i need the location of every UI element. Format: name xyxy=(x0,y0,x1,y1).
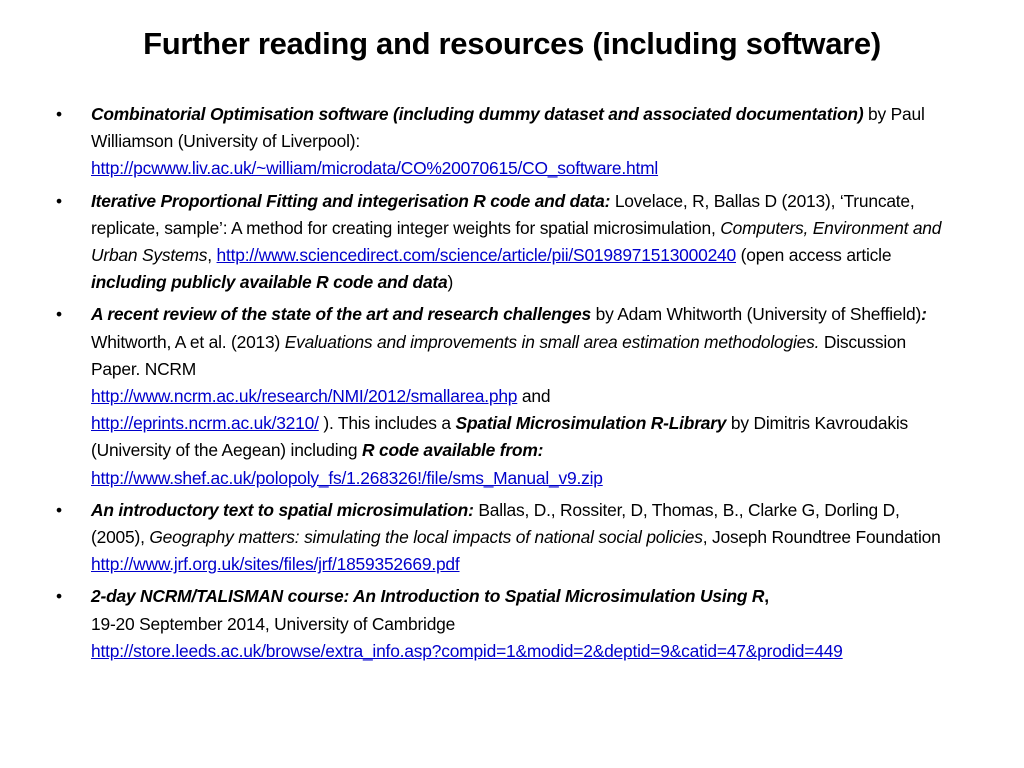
item-text: by Dimitris Kavroudakis (University of the Aegean) including xyxy=(91,413,908,461)
item-text: Whitworth, A et al. (2013) xyxy=(91,331,285,352)
item-text: and xyxy=(517,386,551,407)
sms-manual-link[interactable]: http://www.shef.ac.uk/polopoly_fs/1.268326!/file/sms_Manual_v9.zip xyxy=(91,467,603,488)
slide-title: Further reading and resources (including software) xyxy=(143,26,881,61)
bullet-icon: • xyxy=(56,104,62,124)
item-emphasis: Spatial Microsimulation R-Library xyxy=(455,413,727,434)
list-item-review xyxy=(56,301,956,491)
course-booking-link[interactable]: http://store.leeds.ac.uk/browse/extra_info.asp?compid=1&modid=2&deptid=9&catid=47&prodid=449 xyxy=(91,640,843,661)
journal-name: Computers, Environment and Urban Systems xyxy=(91,217,942,266)
bullet-icon: • xyxy=(56,586,62,607)
item-emphasis: : xyxy=(921,304,927,325)
item-heading: Iterative Proportional Fitting and integerisation R code and data: xyxy=(91,190,611,211)
item-text: by Paul Williamson (University of Liverpool): xyxy=(91,104,925,152)
item-text: ). This includes a xyxy=(318,413,456,434)
list-item-ipf-code xyxy=(56,188,956,297)
list-item-course xyxy=(56,583,956,665)
list-item-intro-text xyxy=(56,497,956,579)
item-text: ) xyxy=(447,272,454,293)
item-heading: An introductory text to spatial microsimulation: xyxy=(91,499,474,520)
bullet-icon: • xyxy=(56,499,62,520)
sciencedirect-link[interactable]: http://www.sciencedirect.com/science/article/pii/S0198971513000240 xyxy=(216,245,737,266)
item-text: Lovelace, R, Ballas D (2013), ‘Truncate, replicate, sample’: A method for creating integer weights for spatial microsimulation, xyxy=(91,190,915,238)
item-text: , Joseph Roundtree Foundation xyxy=(702,527,941,548)
item-emphasis: including publicly available R code and data xyxy=(91,272,448,293)
co-software-link[interactable]: http://pcwww.liv.ac.uk/~william/microdata/CO%20070615/CO_software.html xyxy=(91,158,659,179)
paper-title: Evaluations and improvements in small area estimation methodologies. xyxy=(284,331,820,352)
list-item-co-software xyxy=(56,101,956,183)
item-heading: Combinatorial Optimisation software (including dummy dataset and associated documentation) xyxy=(91,104,864,124)
item-text: by Adam Whitworth (University of Sheffield) xyxy=(590,304,922,325)
item-text: (open access article xyxy=(736,245,892,266)
item-emphasis: , xyxy=(764,586,769,607)
jrf-pdf-link[interactable]: http://www.jrf.org.uk/sites/files/jrf/1859352669.pdf xyxy=(91,554,460,575)
resource-list xyxy=(56,101,956,670)
item-heading: A recent review of the state of the art and research challenges xyxy=(91,304,591,325)
course-date: 19-20 September 2014, University of Cambridge xyxy=(91,613,456,634)
ncrm-eprints-link[interactable]: http://eprints.ncrm.ac.uk/3210/ xyxy=(91,413,319,434)
ncrm-smallarea-link[interactable]: http://www.ncrm.ac.uk/research/NMI/2012/smallarea.php xyxy=(91,386,518,407)
item-emphasis: R code available from: xyxy=(362,440,544,461)
item-text: Ballas, D., Rossiter, D, Thomas, B., Clarke G, Dorling D, (2005), xyxy=(91,499,900,548)
item-heading: 2-day NCRM/TALISMAN course: An Introduction to Spatial Microsimulation Using R xyxy=(91,586,765,607)
book-title: Geography matters: simulating the local impacts of national social policies xyxy=(149,527,703,548)
item-text: Discussion Paper. NCRM xyxy=(91,331,906,379)
item-text: , xyxy=(207,245,217,266)
bullet-icon: • xyxy=(56,304,62,325)
bullet-icon: • xyxy=(56,190,62,211)
